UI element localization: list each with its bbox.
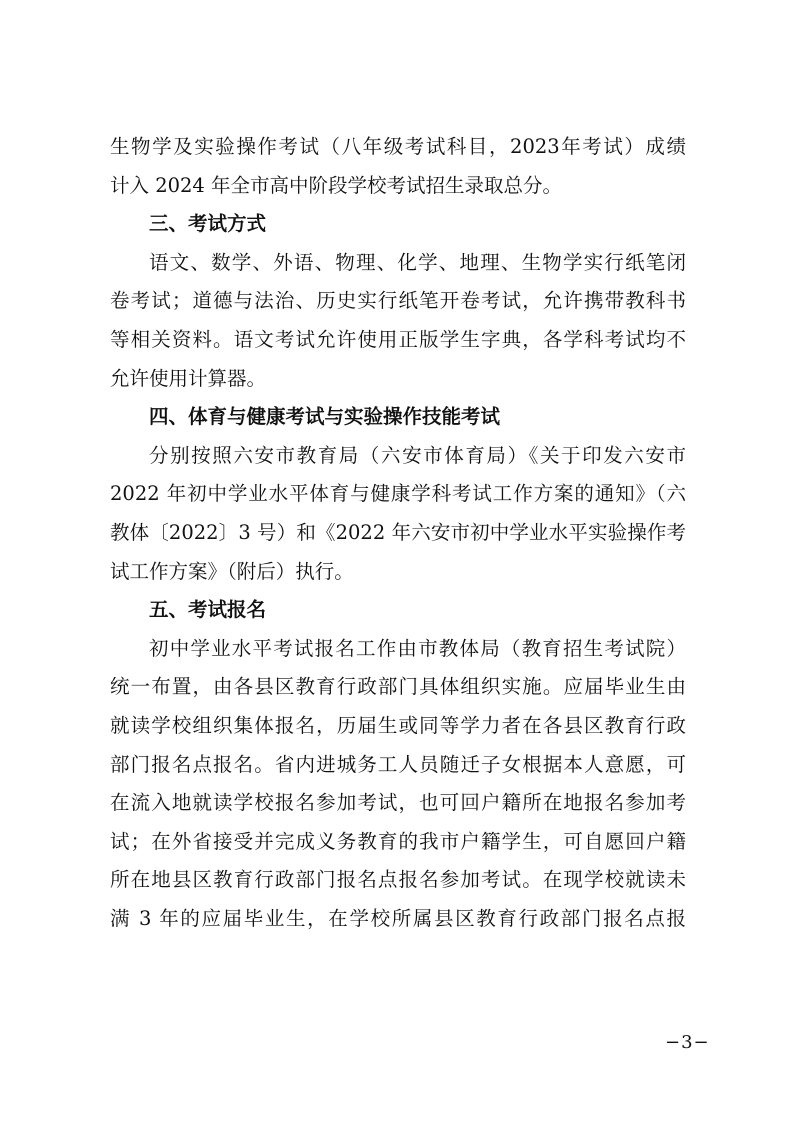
text-line: 卷考试；道德与法治、历史实行纸笔开卷考试，允许携带教科书 (110, 289, 686, 313)
text-line: 试；在外省接受并完成义务教育的我市户籍学生，可自愿回户籍 (110, 829, 686, 853)
section-heading: 五、考试报名 (149, 598, 267, 622)
section-exam-method (110, 205, 686, 398)
page-number: −3− (665, 1032, 710, 1053)
text-line: 初中学业水平考试报名工作由市教体局（教育招生考试院） (149, 636, 686, 660)
text-line: 在流入地就读学校报名参加考试，也可回户籍所在地报名参加考 (110, 791, 686, 815)
section-heading: 四、体育与健康考试与实验操作技能考试 (149, 405, 501, 429)
text-line: 生物学及实验操作考试（八年级考试科目，2023年考试）成绩 (110, 135, 686, 158)
text-line: 所在地县区教育行政部门报名点报名参加考试。在现学校就读未 (110, 868, 686, 892)
text-line: 统一布置，由各县区教育行政部门具体组织实施。应届毕业生由 (110, 675, 686, 699)
text-line: 就读学校组织集体报名，历届生或同等学力者在各县区教育行政 (110, 713, 686, 737)
paragraph-intro (110, 128, 686, 205)
document-body (110, 128, 686, 938)
text-line: 允许使用计算器。 (110, 366, 267, 390)
text-line: 计入 2024 年全市高中阶段学校考试招生录取总分。 (110, 173, 563, 197)
section-pe-lab-exam (110, 398, 686, 591)
section-heading: 三、考试方式 (149, 212, 267, 236)
text-line: 试工作方案》（附后）执行。 (110, 559, 354, 583)
text-line: 部门报名点报名。省内进城务工人员随迁子女根据本人意愿，可 (110, 752, 686, 776)
text-line: 等相关资料。语文考试允许使用正版学生字典，各学科考试均不 (110, 327, 686, 351)
text-line: 教体〔2022〕3 号）和《2022 年六安市初中学业水平实验操作考 (110, 520, 686, 544)
text-line: 2022 年初中学业水平体育与健康学科考试工作方案的通知》（六 (110, 482, 686, 506)
section-registration (110, 591, 686, 938)
text-line: 语文、数学、外语、物理、化学、地理、生物学实行纸笔闭 (149, 250, 686, 274)
text-line: 分别按照六安市教育局（六安市体育局）《关于印发六安市 (149, 443, 686, 467)
text-line: 满 3 年的应届毕业生，在学校所属县区教育行政部门报名点报 (110, 906, 686, 930)
